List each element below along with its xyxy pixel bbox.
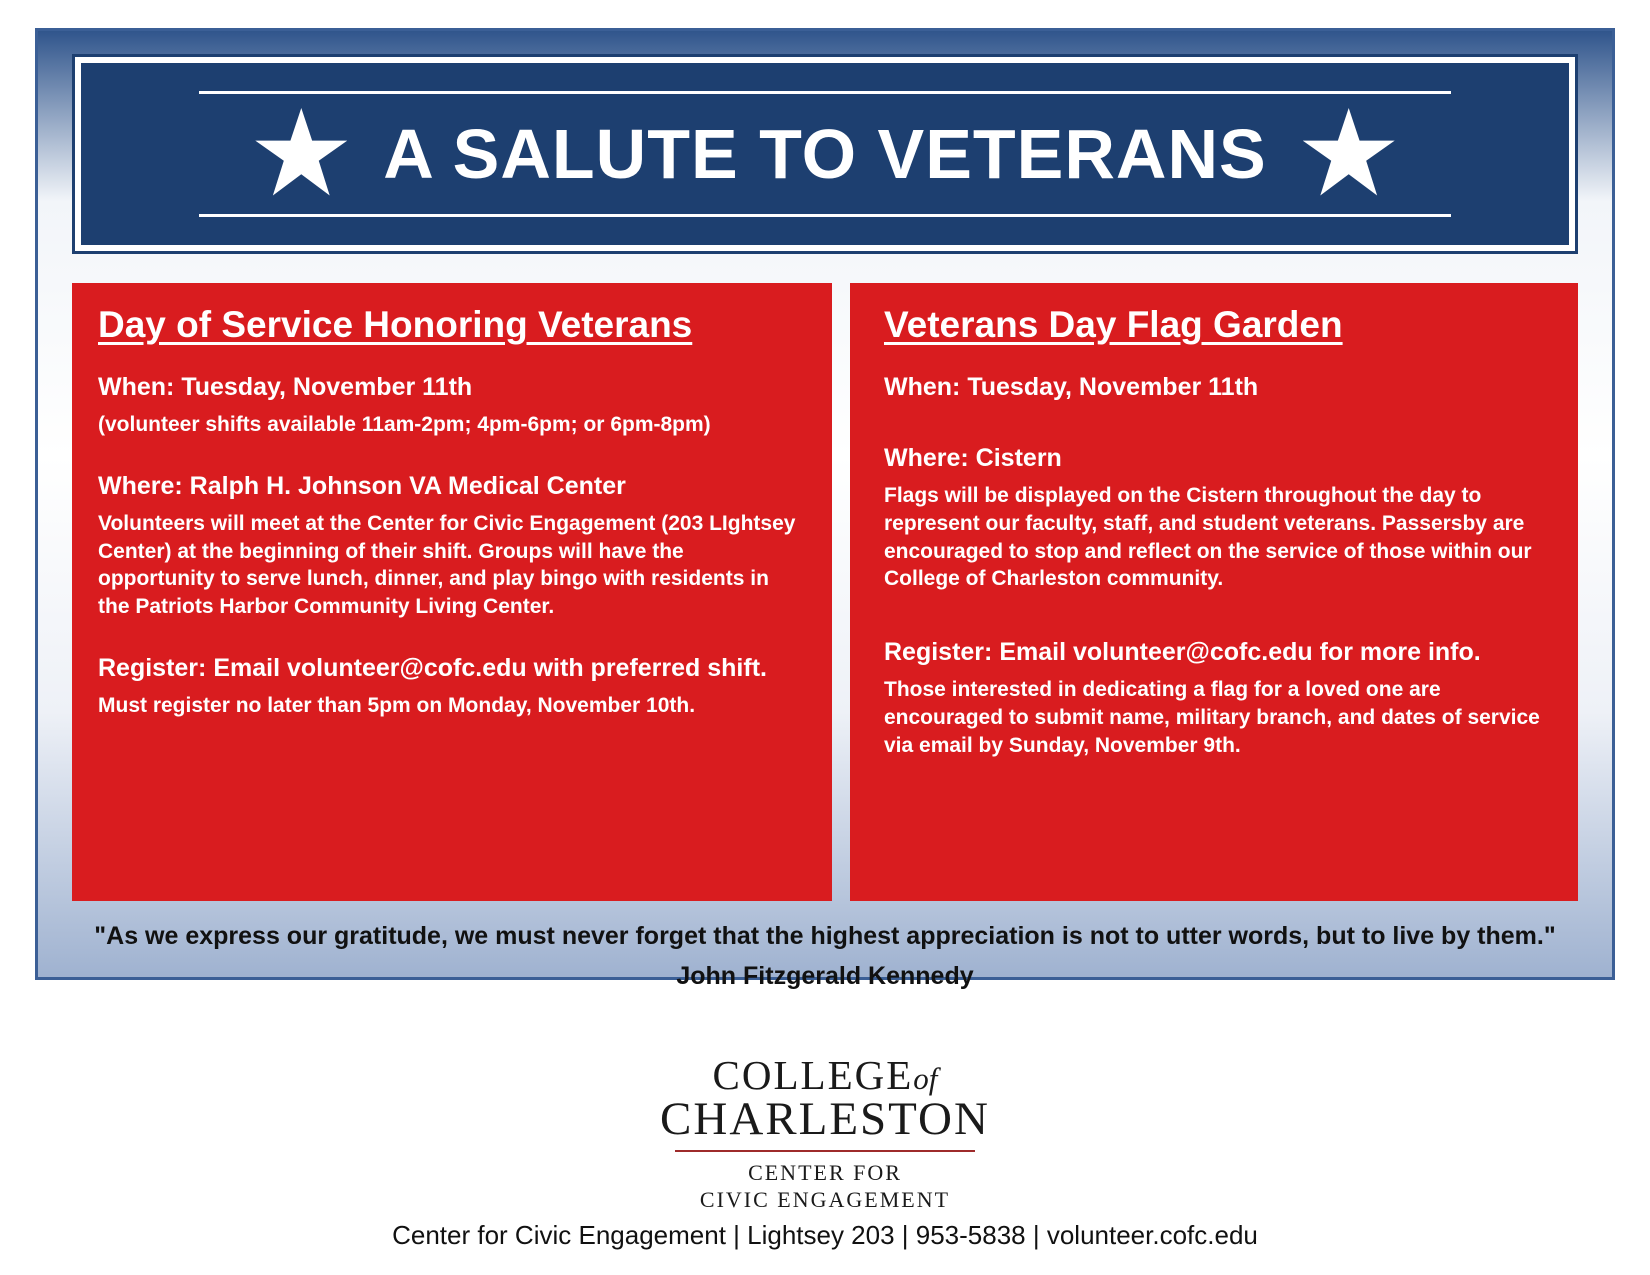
star-icon-right <box>1303 108 1395 200</box>
where-line <box>98 471 806 502</box>
where-value: Cistern <box>968 443 1062 472</box>
spacer <box>98 621 806 653</box>
when-label: When: <box>98 372 175 401</box>
header-banner-inner <box>81 63 1569 245</box>
where-label: Where: <box>98 471 183 500</box>
quote-author: John Fitzgerald Kennedy <box>676 961 974 990</box>
column-day-of-service <box>72 283 832 901</box>
column-title: Veterans Day Flag Garden <box>884 304 1343 345</box>
where-label: Where: <box>884 443 969 472</box>
register-label: Register: <box>98 653 207 682</box>
spacer <box>98 439 806 471</box>
register-value: Email volunteer@cofc.edu for more info. <box>992 638 1481 667</box>
spacer <box>884 411 1552 443</box>
when-line <box>98 372 806 403</box>
column-flag-garden <box>850 283 1578 901</box>
when-detail: (volunteer shifts available 11am-2pm; 4pm-6pm; or 6pm-8pm) <box>98 412 711 436</box>
quote-block <box>50 920 1600 991</box>
when-value: Tuesday, November 11th <box>174 372 473 401</box>
logo-sub-line-2: CIVIC ENGAGEMENT <box>699 1187 951 1213</box>
logo-divider <box>675 1150 975 1152</box>
banner-row <box>81 108 1569 200</box>
where-detail: Volunteers will meet at the Center for Civic Engagement (203 LIghtsey Center) at the beginning of their shift. Groups will have the opportunity to serve lunch, dinner, and play bingo with residents in the Patriots Harbor Community Living Center. <box>98 511 796 619</box>
register-detail: Those interested in dedicating a flag for a loved one are encouraged to submit name, military branch, and dates of service via email by Sunday, November 9th. <box>884 678 1540 757</box>
logo-college-word: COLLEGE <box>712 1052 914 1098</box>
column-title: Day of Service Honoring Veterans <box>98 304 693 345</box>
when-value: Tuesday, November 11th <box>960 372 1259 401</box>
where-detail: Flags will be displayed on the Cistern throughout the day to represent our faculty, staff, and student veterans. Passersby are encouraged to stop and reflect on the service of those within our College of Charleston community. <box>884 484 1532 591</box>
spacer <box>884 593 1552 637</box>
banner-rule-top <box>199 91 1451 94</box>
footer-contact: Center for Civic Engagement | Lightsey 203 | 953-5838 | volunteer.cofc.edu <box>392 1220 1258 1250</box>
header-banner <box>72 54 1578 254</box>
register-value: Email volunteer@cofc.edu with preferred shift. <box>206 653 767 682</box>
content-columns <box>72 283 1578 901</box>
quote-text: "As we express our gratitude, we must never forget that the highest appreciation is not to utter words, but to live by them." <box>94 922 1556 950</box>
logo-of-word: of <box>913 1061 938 1096</box>
where-value: Ralph H. Johnson VA Medical Center <box>182 471 626 500</box>
page-title: A SALUTE TO VETERANS <box>383 115 1267 193</box>
when-label: When: <box>884 372 961 401</box>
when-line <box>884 372 1552 403</box>
college-logo <box>0 1052 1650 1214</box>
register-line <box>884 637 1552 668</box>
where-line <box>884 443 1552 474</box>
register-label: Register: <box>884 638 993 667</box>
register-detail: Must register no later than 5pm on Monday, November 10th. <box>98 694 696 718</box>
star-icon-left <box>255 108 347 200</box>
logo-stack <box>660 1052 990 1214</box>
logo-sub-line-1: CENTER FOR <box>748 1159 902 1185</box>
logo-line-charleston: CHARLESTON <box>660 1093 990 1145</box>
banner-rule-bottom <box>199 214 1451 217</box>
register-line <box>98 653 806 684</box>
logo-line-college <box>660 1052 990 1098</box>
